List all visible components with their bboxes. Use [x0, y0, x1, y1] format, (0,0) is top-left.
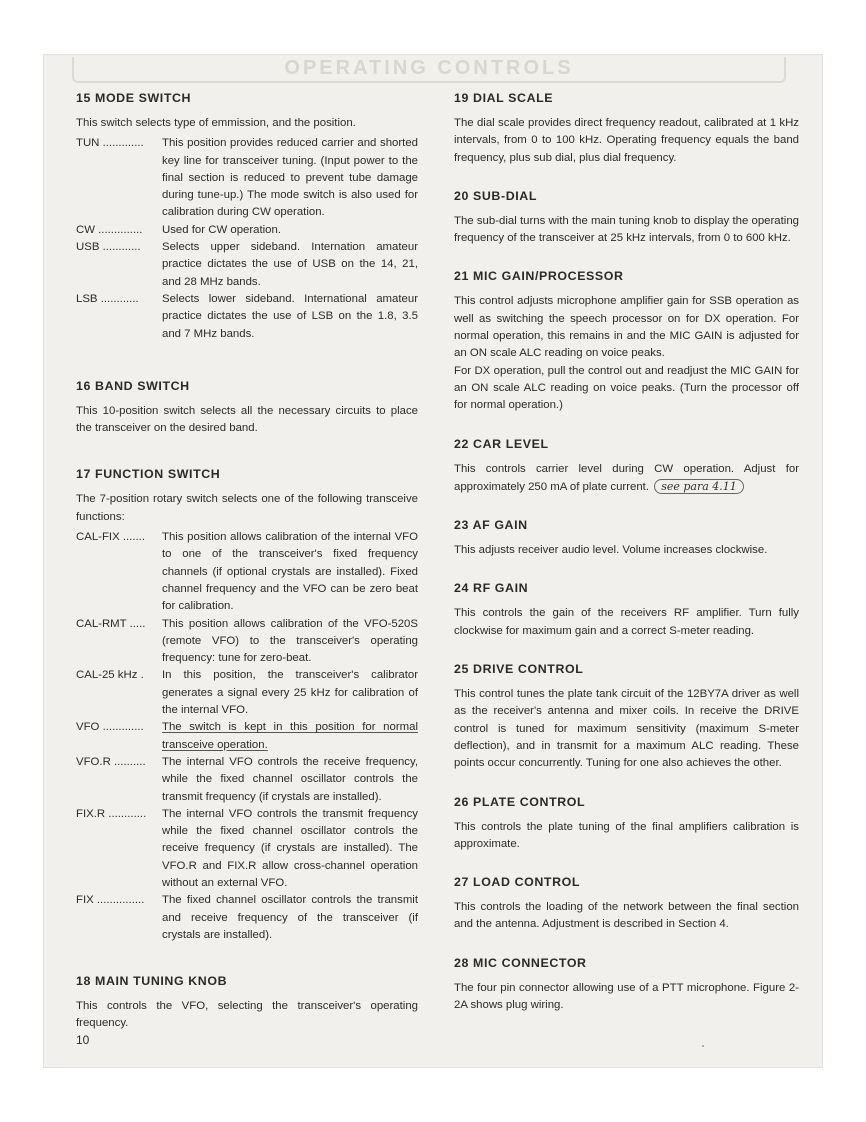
- entry-term: CAL-25 kHz .: [76, 669, 144, 682]
- section-text: This controls carrier level during CW operation. Adjust for approximately 250 mA of plate current.: [454, 462, 799, 493]
- section-rf-gain: [454, 581, 799, 640]
- entry-term: CAL-FIX .......: [76, 531, 145, 544]
- section-title: 20 SUB-DIAL: [454, 188, 538, 203]
- entry-term: CAL-RMT .....: [76, 617, 146, 630]
- section-text-wrap: [454, 461, 799, 497]
- section-text: The dial scale provides direct frequency readout, calibrated at 1 kHz intervals, from 0 to 100 kHz. Operating frequency equals the band frequency, plus sub dial, plus dial frequency.: [454, 117, 799, 164]
- entry-term: USB ............: [76, 241, 141, 254]
- section-drive-control: [454, 662, 799, 772]
- entry-fix: [76, 892, 418, 944]
- entry-cal-fix: [76, 529, 418, 615]
- scan-speck: [702, 1045, 704, 1047]
- bleed-through-header: OPERATING CONTROLS: [72, 57, 786, 83]
- entry-def: Used for CW operation.: [162, 223, 282, 236]
- section-text: This controls the loading of the network between the final section and the antenna. Adjustment is described in Section 4.: [454, 901, 799, 931]
- entry-usb: [76, 239, 418, 291]
- section-car-level: [454, 437, 799, 497]
- entry-def: This position allows calibration of the internal VFO to one of the transceiver's fixed frequency channels (if optional crystals are installed). Fixed channel frequency and the VFO can be zero beat for calibration.: [162, 531, 418, 613]
- entry-tun: [76, 135, 418, 221]
- entry-fix-r: [76, 806, 418, 892]
- section-text: The four pin connector allowing use of a PTT microphone. Figure 2-2A shows plug wiring.: [454, 981, 799, 1012]
- entry-vfo: [76, 719, 418, 754]
- section-intro: This switch selects type of emmission, and the position.: [76, 117, 356, 129]
- section-title: 16 BAND SWITCH: [76, 378, 190, 393]
- section-main-tuning-knob: [76, 974, 418, 1033]
- section-title: 23 AF GAIN: [454, 518, 528, 533]
- entry-term: FIX.R ............: [76, 807, 147, 820]
- entry-def: Selects upper sideband. Internation amateur practice dictates the use of USB on the 14, 21, and 28 MHz bands.: [162, 241, 418, 288]
- section-text: This controls the gain of the receivers RF amplifier. Turn fully clockwise for maximum gain and a correct S-meter reading.: [454, 607, 799, 637]
- section-title: 17 FUNCTION SWITCH: [76, 467, 221, 482]
- section-mic-connector: [454, 956, 799, 1015]
- entry-term: LSB ............: [76, 292, 139, 305]
- page-number: 10: [76, 1033, 90, 1047]
- section-intro: This controls the VFO, selecting the transceiver's operating frequency.: [76, 1000, 418, 1030]
- section-title: 27 LOAD CONTROL: [454, 875, 581, 890]
- section-text: This control adjusts microphone amplifier gain for SSB operation as well as switching the speech processor on for DX operation. For normal operation, this remains in and the MIC GAIN is adjusted for an ON scale ALC reading on voice peaks.: [454, 295, 799, 360]
- section-mode-switch: [76, 91, 418, 343]
- entry-term: TUN .............: [76, 137, 144, 150]
- section-text: The sub-dial turns with the main tuning knob to display the operating frequency of the transceiver at 25 kHz intervals, from 0 to 600 kHz.: [454, 214, 799, 245]
- entry-vfo-r: [76, 754, 418, 806]
- section-plate-control: [454, 795, 799, 854]
- entry-def: The fixed channel oscillator controls the transmit and receive frequency of the transceiver (if crystals are installed).: [162, 894, 418, 941]
- handwritten-note: see para 4.11: [654, 479, 744, 494]
- section-title: 21 MIC GAIN/PROCESSOR: [454, 269, 624, 284]
- section-text: This adjusts receiver audio level. Volume increases clockwise.: [454, 544, 768, 557]
- entry-def: In this position, the transceiver's calibrator generates a signal every 25 kHz for calibration of the internal VFO.: [162, 669, 418, 717]
- entry-def: This position allows calibration of the VFO-520S (remote VFO) to the transceiver's operating frequency: tune for zero-beat.: [162, 617, 418, 665]
- section-intro: The 7-position rotary switch selects one of the following transceive functions:: [76, 493, 418, 523]
- section-title: 19 DIAL SCALE: [454, 91, 554, 105]
- section-load-control: [454, 875, 799, 934]
- entry-term: VFO .............: [76, 721, 144, 734]
- entry-def: The switch is kept in this position for normal transceive operation.: [162, 721, 418, 751]
- section-title: 18 MAIN TUNING KNOB: [76, 974, 228, 989]
- section-function-switch: [76, 467, 418, 944]
- section-mic-gain: [454, 269, 799, 414]
- entry-term: CW ..............: [76, 223, 143, 236]
- entry-def: This position provides reduced carrier and shorted key line for transceiver tuning. (Input power to the final section is reduced to prevent tube damage during tune-up.) The mode switch is also used for calibration during CW operation.: [162, 137, 418, 219]
- section-band-switch: [76, 379, 418, 438]
- section-title: 25 DRIVE CONTROL: [454, 662, 584, 677]
- section-title: 28 MIC CONNECTOR: [454, 955, 587, 970]
- entry-def: The internal VFO controls the receive frequency, while the fixed channel oscillator controls the transmit frequency (if crystals are installed).: [162, 755, 418, 803]
- section-intro: This 10-position switch selects all the necessary circuits to place the transceiver on the desired band.: [76, 404, 418, 435]
- section-title: 24 RF GAIN: [454, 581, 529, 596]
- section-dial-scale: [454, 91, 799, 167]
- entry-cal-rmt: [76, 616, 418, 668]
- left-column: [76, 91, 418, 1055]
- section-title: 26 PLATE CONTROL: [454, 794, 586, 809]
- section-title: 15 MODE SWITCH: [76, 91, 192, 105]
- entry-def: The internal VFO controls the transmit frequency while the fixed channel oscillator controls the receive frequency (if crystals are installed). The VFO.R and FIX.R allow cross-channel operation without an external VFO.: [162, 807, 418, 889]
- section-text-2: For DX operation, pull the control out and readjust the MIC GAIN for an ON scale ALC reading on voice peaks. (Turn the processor off for normal operation.): [454, 364, 799, 412]
- section-text: This controls the plate tuning of the final amplifiers calibration is approximate.: [454, 820, 799, 850]
- entry-cal-25: [76, 667, 418, 719]
- section-text: This control tunes the plate tank circuit of the 12BY7A driver as well as the receiver's antenna and mixer coils. In receive the DRIVE control is tuned for maximum sensitivity (maximum S-meter deflection), and in transmit for a maximum ALC reading. These points occur concurrently. Tuning for one also achieves the other.: [454, 688, 799, 770]
- section-sub-dial: [454, 189, 799, 248]
- entry-cw: [76, 222, 418, 239]
- entry-def: Selects lower sideband. International amateur practice dictates the use of LSB on the 1.8, 3.5 and 7 MHz bands.: [162, 292, 418, 340]
- section-title: 22 CAR LEVEL: [454, 436, 549, 451]
- right-column: [454, 91, 799, 1036]
- entry-term: FIX ...............: [76, 894, 145, 907]
- entry-term: VFO.R ..........: [76, 755, 146, 768]
- section-af-gain: [454, 518, 799, 559]
- scanned-page: [44, 55, 822, 1067]
- entry-lsb: [76, 291, 418, 343]
